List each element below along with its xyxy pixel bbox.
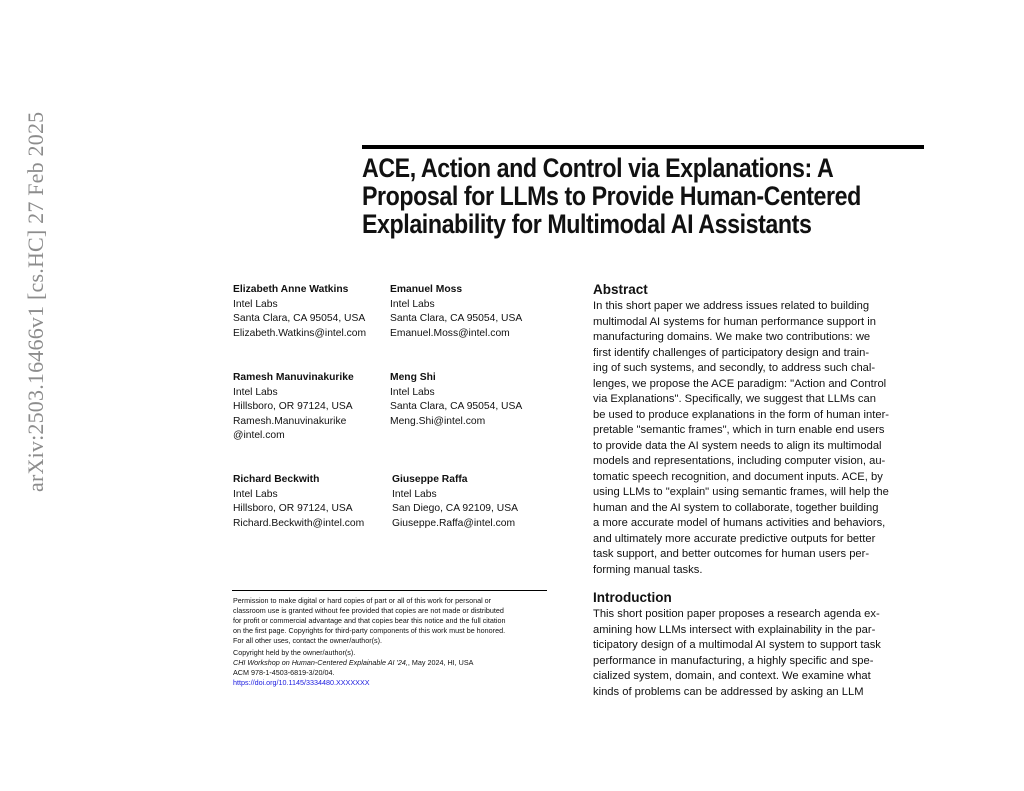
venue-name: CHI Workshop on Human-Centered Explainable AI '24, xyxy=(233,658,408,667)
author-affiliation: Intel Labs xyxy=(392,488,437,500)
author-address: Santa Clara, CA 95054, USA xyxy=(390,313,523,324)
arxiv-identifier-stamp: arXiv:2503.16466v1 [cs.HC] 27 Feb 2025 xyxy=(23,111,48,492)
author-block xyxy=(390,283,522,341)
author-email: Giuseppe.Raffa@intel.com xyxy=(392,517,516,529)
author-name: Richard Beckwith xyxy=(233,474,320,485)
doi-link[interactable]: https://doi.org/10.1145/3334480.XXXXXXX xyxy=(233,678,370,687)
title-line: Explainability for Multimodal AI Assistants xyxy=(362,209,812,239)
introduction-line: This short position paper proposes a research agenda ex- xyxy=(593,608,880,620)
author-name: Ramesh Manuvinakurike xyxy=(233,372,354,383)
abstract-line: ing of such systems, and secondly, to address such chal- xyxy=(593,362,876,374)
copyright-held: Copyright held by the owner/author(s). xyxy=(233,648,356,657)
author-affiliation: Intel Labs xyxy=(390,386,435,398)
venue-date: , May 2024, HI, USA xyxy=(407,658,474,667)
title-line: ACE, Action and Control via Explanations: A xyxy=(362,153,834,183)
abstract-line: first identify challenges of participatory design and train- xyxy=(593,346,870,359)
author-email: Meng.Shi@intel.com xyxy=(390,415,486,427)
abstract-line: be used to produce explanations in the form of human inter- xyxy=(593,408,890,421)
author-email-domain: @intel.com xyxy=(233,430,285,441)
author-address: Hillsboro, OR 97124, USA xyxy=(233,503,353,514)
acm-isbn: ACM 978-1-4503-6819-3/20/04. xyxy=(233,668,335,677)
introduction-line: performance in manufacturing, a highly specific and spe- xyxy=(593,654,874,667)
introduction-line: ticipatory design of a multimodal AI system to support task xyxy=(593,639,881,651)
author-block xyxy=(390,371,522,429)
abstract-line: to provide data the AI system needs to align its multimodal xyxy=(593,439,882,452)
author-block xyxy=(233,283,366,341)
abstract-body xyxy=(593,299,889,578)
author-email: Elizabeth.Watkins@intel.com xyxy=(233,327,367,339)
abstract-line: tomatic speech recognition, and document inputs. ACE, by xyxy=(593,470,883,483)
author-block xyxy=(233,473,364,531)
title-rule xyxy=(362,145,924,149)
author-address: Hillsboro, OR 97124, USA xyxy=(233,401,353,412)
introduction-line: amining how LLMs intersect with explainability in the par- xyxy=(593,623,876,636)
author-email: Richard.Beckwith@intel.com xyxy=(233,517,365,529)
footnote-rule xyxy=(232,590,547,591)
author-name: Elizabeth Anne Watkins xyxy=(233,284,349,295)
abstract-line: a more accurate model of humans activities and behaviors, xyxy=(593,517,886,529)
author-name: Emanuel Moss xyxy=(390,284,463,295)
abstract-line: task support, and better outcomes for human users per- xyxy=(593,548,870,560)
abstract-line: pretable "semantic frames", which in turn enable end users xyxy=(593,424,885,436)
author-address: Santa Clara, CA 95054, USA xyxy=(233,313,366,324)
venue-line xyxy=(233,658,473,668)
author-address: Santa Clara, CA 95054, USA xyxy=(390,401,523,412)
author-block xyxy=(392,473,518,531)
author-email: Emanuel.Moss@intel.com xyxy=(390,327,510,339)
introduction-heading: Introduction xyxy=(593,590,672,605)
permission-line: For all other uses, contact the owner/author(s). xyxy=(233,636,383,645)
abstract-line: lenges, we propose the ACE paradigm: "Action and Control xyxy=(593,377,887,390)
author-affiliation: Intel Labs xyxy=(233,386,278,398)
abstract-line: forming manual tasks. xyxy=(593,563,703,576)
abstract-line: and ultimately more accurate predictive outputs for better xyxy=(593,532,876,545)
author-affiliation: Intel Labs xyxy=(390,298,435,310)
permission-line: on the first page. Copyrights for third-party components of this work must be honored. xyxy=(233,626,506,635)
paper-title xyxy=(362,153,861,239)
abstract-line: In this short paper we address issues related to building xyxy=(593,300,870,312)
permission-line: Permission to make digital or hard copies of part or all of this work for personal or xyxy=(233,596,492,605)
abstract-line: using LLMs to "explain" using semantic frames, will help the xyxy=(593,486,889,498)
abstract-heading: Abstract xyxy=(593,282,648,297)
permission-line: classroom use is granted without fee provided that copies are not made or distributed xyxy=(233,606,504,615)
author-name: Giuseppe Raffa xyxy=(392,474,468,485)
author-name: Meng Shi xyxy=(390,372,436,383)
abstract-line: multimodal AI systems for human performance support in xyxy=(593,315,876,328)
author-affiliation: Intel Labs xyxy=(233,488,278,500)
title-line: Proposal for LLMs to Provide Human-Centered xyxy=(362,181,861,211)
copyright-block xyxy=(233,648,473,688)
author-email: Ramesh.Manuvinakurike xyxy=(233,415,347,427)
permission-line: for profit or commercial advantage and that copies bear this notice and the full citation xyxy=(233,616,506,625)
introduction-line: kinds of problems can be addressed by asking an LLM xyxy=(593,685,864,698)
abstract-line: manufacturing domains. We make two contributions: we xyxy=(593,331,871,343)
author-block xyxy=(233,371,354,444)
abstract-line: human and the AI system to collaborate, together building xyxy=(593,501,879,514)
author-address: San Diego, CA 92109, USA xyxy=(392,503,518,514)
abstract-line: models and representations, including computer vision, au- xyxy=(593,455,886,467)
abstract-line: via Explanations". Specifically, we suggest that LLMs can xyxy=(593,393,876,405)
permission-notice xyxy=(233,596,553,646)
introduction-line: cialized system, domain, and context. We examine what xyxy=(593,670,871,682)
introduction-body xyxy=(593,607,881,700)
author-affiliation: Intel Labs xyxy=(233,298,278,310)
